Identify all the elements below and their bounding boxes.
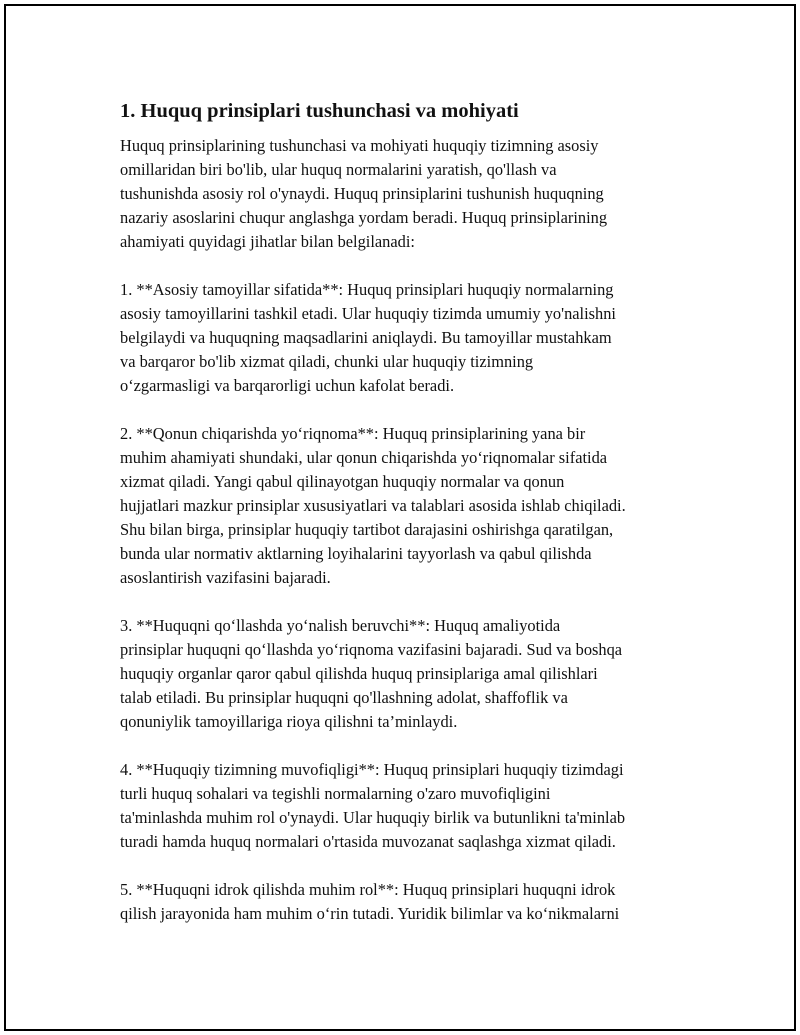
text-line: qonuniylik tamoyillariga rioya qilishni ta’minlaydi. (120, 712, 458, 731)
text-line: 4. **Huquqiy tizimning muvofiqligi**: Huquq prinsiplari huquqiy tizimdagi (120, 760, 624, 779)
text-line: hujjatlari mazkur prinsiplar xususiyatlari va talablari asosida ishlab chiqiladi. (120, 496, 626, 515)
document-body (120, 97, 710, 950)
text-line: xizmat qiladi. Yangi qabul qilinayotgan huquqiy normalar va qonun (120, 472, 565, 491)
text-line: omillaridan biri bo'lib, ular huquq normalarini yaratish, qo'llash va (120, 160, 557, 179)
text-line: turadi hamda huquq normalari o'rtasida muvozanat saqlashga xizmat qiladi. (120, 832, 616, 851)
text-line: nazariy asoslarini chuqur anglashga yordam beradi. Huquq prinsiplarining (120, 208, 608, 227)
text-line: 1. **Asosiy tamoyillar sifatida**: Huquq prinsiplari huquqiy normalarning (120, 280, 614, 299)
section-heading: 1. Huquq prinsiplari tushunchasi va mohiyati (120, 100, 519, 122)
text-line: asosiy tamoyillarini tashkil etadi. Ular huquqiy tizimda umumiy yo'nalishni (120, 304, 616, 323)
text-line: ahamiyati quyidagi jihatlar bilan belgilanadi: (120, 232, 415, 251)
text-line: o‘zgarmasligi va barqarorligi uchun kafolat beradi. (120, 376, 455, 395)
text-line: tushunishda asosiy rol o'ynaydi. Huquq prinsiplarini tushunish huquqning (120, 184, 604, 203)
text-line: prinsiplar huquqni qo‘llashda yo‘riqnoma vazifasini bajaradi. Sud va boshqa (120, 640, 623, 659)
text-line: turli huquq sohalari va tegishli normalarning o'zaro muvofiqligini (120, 784, 551, 803)
page-frame (4, 4, 796, 1031)
text-line: 2. **Qonun chiqarishda yo‘riqnoma**: Huquq prinsiplarining yana bir (120, 424, 586, 443)
text-line: belgilaydi va huquqning maqsadlarini aniqlaydi. Bu tamoyillar mustahkam (120, 328, 612, 347)
text-line: muhim ahamiyati shundaki, ular qonun chiqarishda yo‘riqnomalar sifatida (120, 448, 608, 467)
text-line: 5. **Huquqni idrok qilishda muhim rol**: Huquq prinsiplari huquqni idrok (120, 880, 616, 899)
list-item-paragraph (120, 878, 710, 926)
text-line: huquqiy organlar qaror qabul qilishda huquq prinsiplariga amal qilishlari (120, 664, 598, 683)
list-item-paragraph (120, 422, 710, 590)
list-item-paragraph (120, 278, 710, 398)
text-line: va barqaror bo'lib xizmat qiladi, chunki ular huquqiy tizimning (120, 352, 534, 371)
text-line: asoslantirish vazifasini bajaradi. (120, 568, 331, 587)
text-line: qilish jarayonida ham muhim o‘rin tutadi. Yuridik bilimlar va ko‘nikmalarni (120, 904, 620, 923)
text-line: ta'minlashda muhim rol o'ynaydi. Ular huquqiy birlik va butunlikni ta'minlab (120, 808, 626, 827)
list-item-paragraph (120, 758, 710, 854)
intro-paragraph (120, 134, 710, 254)
text-line: talab etiladi. Bu prinsiplar huquqni qo'llashning adolat, shaffoflik va (120, 688, 568, 707)
list-item-paragraph (120, 614, 710, 734)
text-line: Shu bilan birga, prinsiplar huquqiy tartibot darajasini oshirishga qaratilgan, (120, 520, 614, 539)
text-line: bunda ular normativ aktlarning loyihalarini tayyorlash va qabul qilishda (120, 544, 592, 563)
text-line: 3. **Huquqni qo‘llashda yo‘nalish beruvchi**: Huquq amaliyotida (120, 616, 561, 635)
text-line: Huquq prinsiplarining tushunchasi va mohiyati huquqiy tizimning asosiy (120, 136, 599, 155)
